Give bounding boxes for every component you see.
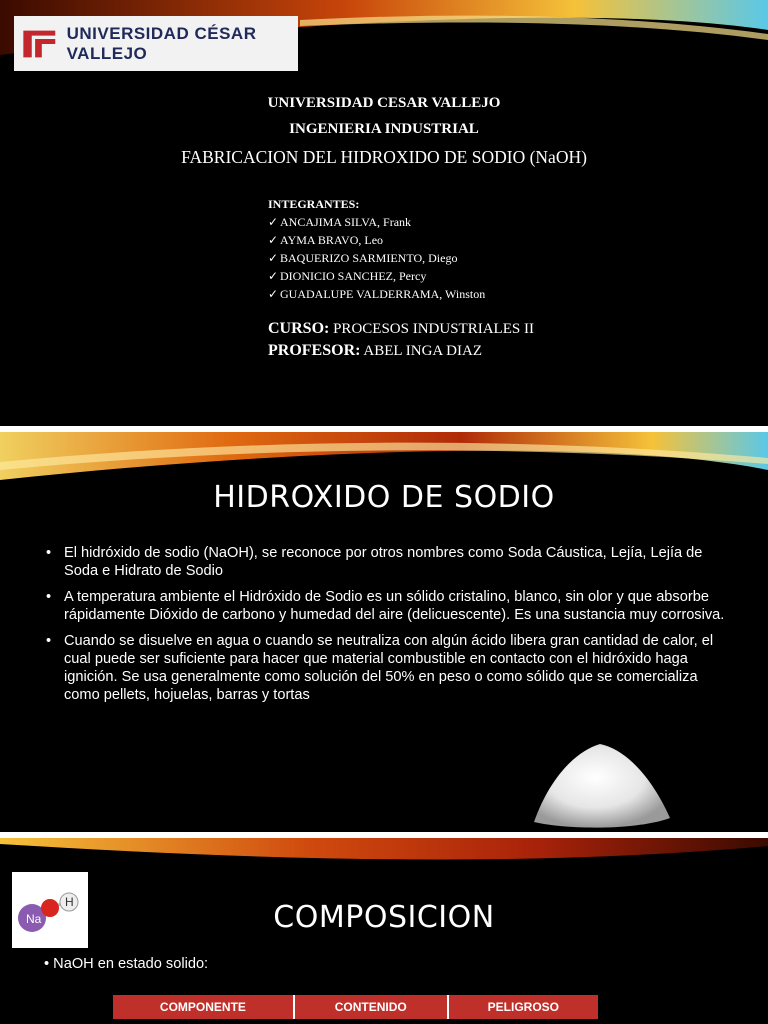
column-header: COMPONENTE [113,995,294,1019]
list-item [268,249,485,267]
list-item: • Cuando se disuelve en agua o cuando se neutraliza con algún ácido libera gran cantidad de calor, el cual puede ser suficiente para hacer que material combustible en contacto con el hidróxido haga ignición. Se usa generalmente como solución del 50% en peso o como sólido que se comercializa como pellets, hojuelas, barras y tortas [44,632,734,704]
slide-title: COMPOSICION [273,900,495,935]
checkmark-icon: ✓ [268,269,279,283]
members-block [268,195,485,303]
bullet-list [44,544,734,712]
list-item [268,231,485,249]
professor-label: PROFESOR: [268,342,361,359]
list-item [268,285,485,303]
composition-slide [0,838,768,1024]
logo-text: UNIVERSIDAD CÉSAR VALLEJO [66,23,257,63]
professor-value: ABEL INGA DIAZ [363,343,482,359]
sodium-hydroxide-powder-image [528,722,674,832]
members-list [268,213,485,303]
column-header: CONTENIDO [294,995,448,1019]
member-name: BAQUERIZO SARMIENTO, Diego [280,251,458,265]
hydrogen-label: H [65,895,74,909]
checkmark-icon: ✓ [268,287,279,301]
university-name: UNIVERSIDAD CESAR VALLEJO [267,95,501,111]
decorative-swoosh [0,838,768,908]
member-name: DIONICIO SANCHEZ, Percy [280,269,427,283]
member-name: ANCAJIMA SILVA, Frank [280,215,412,229]
professor-line [268,342,482,360]
member-name: GUADALUPE VALDERRAMA, Winston [280,287,486,301]
slide-title: HIDROXIDO DE SODIO [213,480,555,515]
course-line [268,320,534,338]
composition-table [113,995,598,1019]
members-label: INTEGRANTES: [268,197,360,211]
content-slide-naoh [0,432,768,832]
sodium-label: Na [26,912,42,926]
list-item [268,213,485,231]
checkmark-icon: ✓ [268,215,279,229]
list-item: • El hidróxido de sodio (NaOH), se reconoce por otros nombres como Soda Cáustica, Lejía, Lejía de Soda e Hidrato de Sodio [44,544,734,580]
title-slide [0,0,768,426]
course-label: CURSO: [268,320,330,337]
university-shield-icon [20,24,59,64]
list-item [268,267,485,285]
checkmark-icon: ✓ [268,251,279,265]
presentation-title: FABRICACION DEL HIDROXIDO DE SODIO (NaOH) [181,147,587,167]
table-header-row [113,995,598,1019]
list-item: • A temperatura ambiente el Hidróxido de Sodio es un sólido cristalino, blanco, sin olor y que absorbe rápidamente Dióxido de carbono y humedad del aire (delicuescente). Es una sustancia muy corrosiva. [44,588,734,624]
column-header: PELIGROSO [448,995,598,1019]
member-name: AYMA BRAVO, Leo [280,233,384,247]
university-logo [14,16,298,71]
list-item: • NaOH en estado solido: [44,956,208,972]
checkmark-icon: ✓ [268,233,279,247]
faculty-name: INGENIERIA INDUSTRIAL [289,121,479,137]
course-value: PROCESOS INDUSTRIALES II [333,321,534,337]
